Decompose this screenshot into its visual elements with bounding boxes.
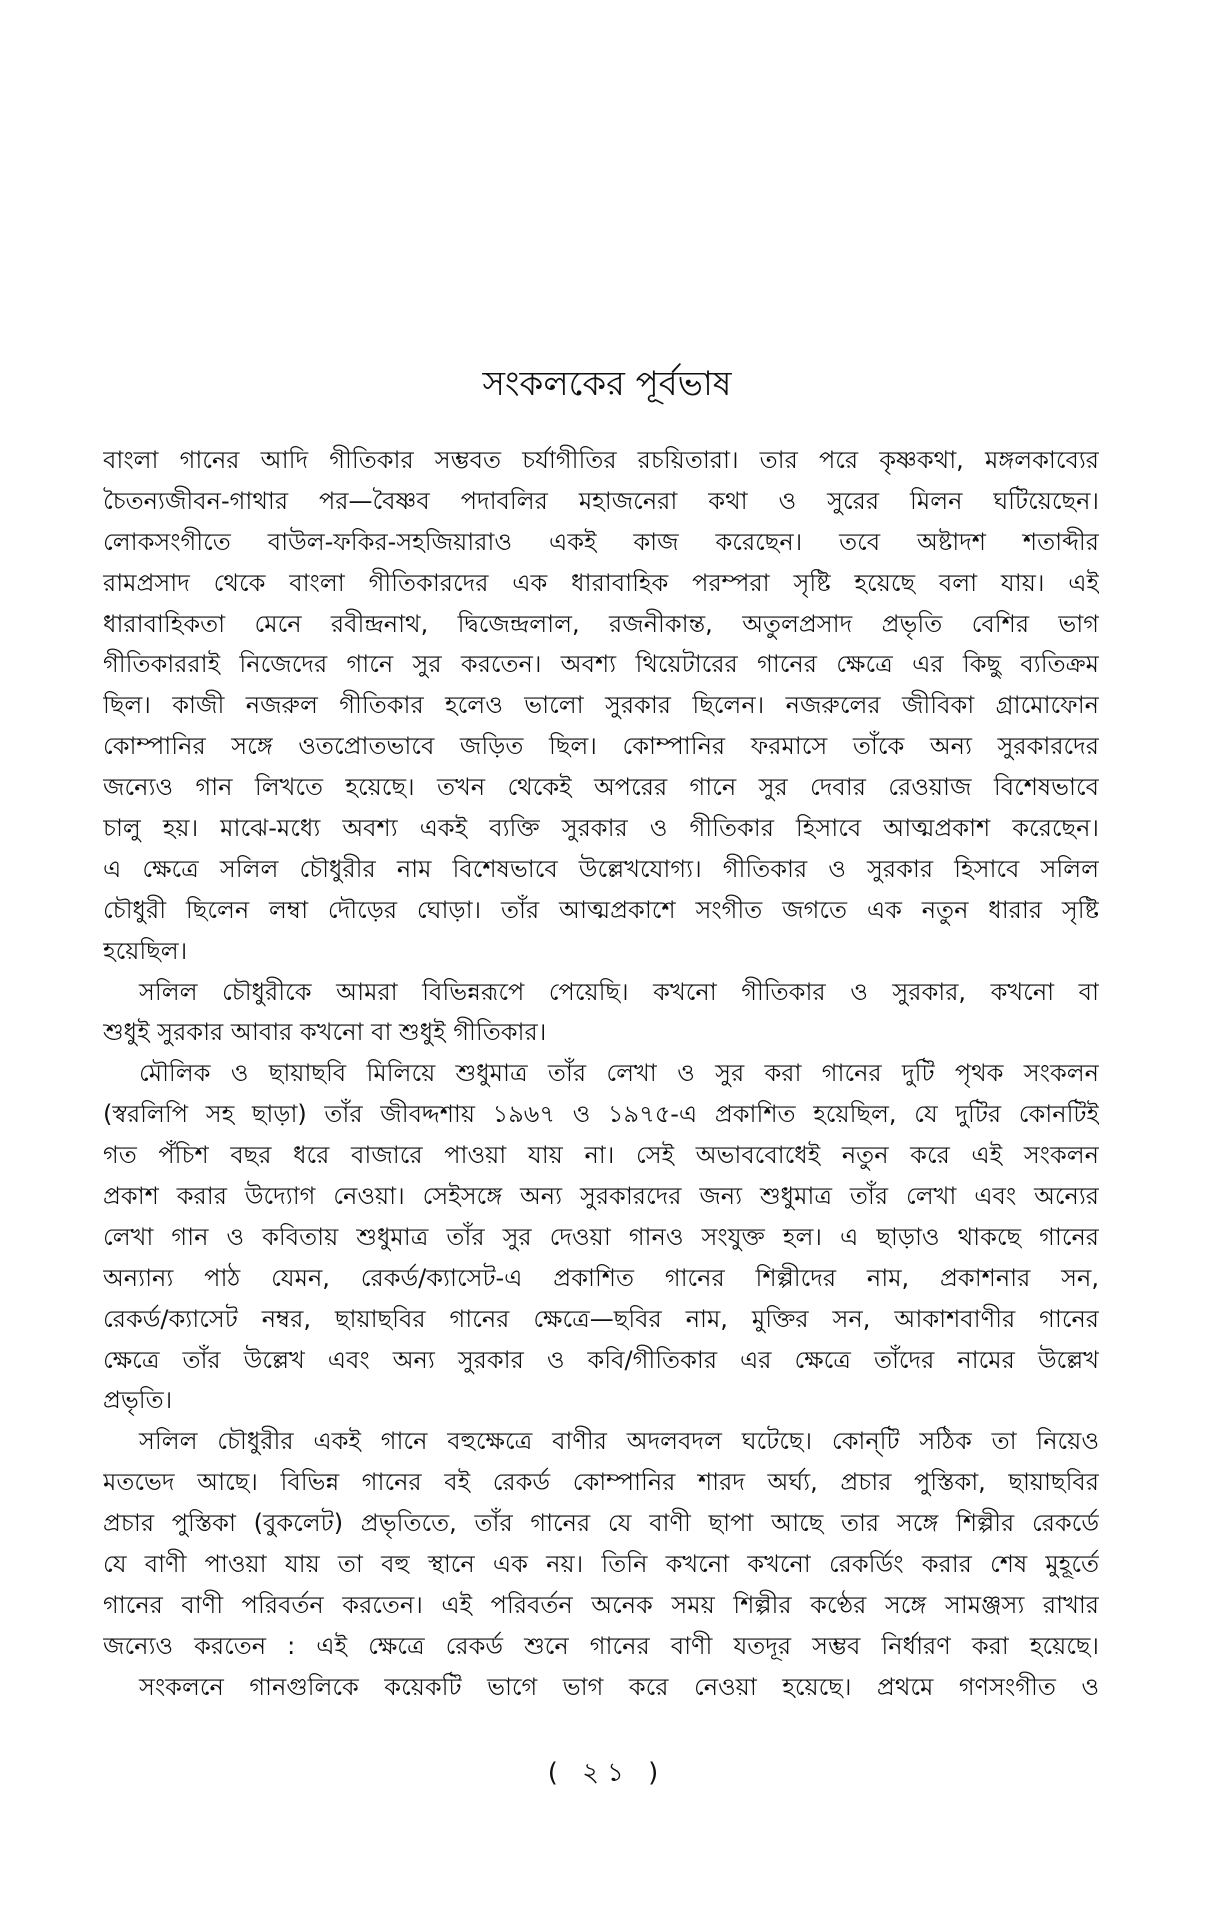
text-line: জন্যেও করতেন : এই ক্ষেত্রে রেকর্ড শুনে গানের বাণী যতদূর সম্ভব নির্ধারণ করা হয়েছে।	[103, 1631, 1099, 1660]
page-title: সংকলকের পূর্বভাষ	[482, 364, 732, 404]
text-line: ধারাবাহিকতা মেনে রবীন্দ্রনাথ, দ্বিজেন্দ্রলাল, রজনীকান্ত, অতুলপ্রসাদ প্রভৃতি বেশির ভাগ	[103, 609, 1099, 638]
text-line: বাংলা গানের আদি গীতিকার সম্ভবত চর্যাগীতির রচয়িতারা। তার পরে কৃষ্ণকথা, মঙ্গলকাব্যের	[103, 446, 1099, 474]
text-line: প্রভৃতি।	[103, 1386, 173, 1415]
text-line: সলিল চৌধুরীর একই গানে বহুক্ষেত্রে বাণীর অদলবদল ঘটেছে। কোন্‌টি সঠিক তা নিয়েও	[139, 1427, 1099, 1456]
text-line: চৌধুরী ছিলেন লম্বা দৌড়ের ঘোড়া। তাঁর আত্মপ্রকাশে সংগীত জগতে এক নতুন ধারার সৃষ্টি	[103, 895, 1099, 924]
text-line: শুধুই সুরকার আবার কখনো বা শুধুই গীতিকার।	[103, 1018, 547, 1047]
text-line: সংকলনে গানগুলিকে কয়েকটি ভাগে ভাগ করে নেওয়া হয়েছে। প্রথমে গণসংগীত ও	[139, 1672, 1099, 1701]
text-line: এ ক্ষেত্রে সলিল চৌধুরীর নাম বিশেষভাবে উল্লেখযোগ্য। গীতিকার ও সুরকার হিসাবে সলিল	[103, 854, 1099, 883]
page-number: ( ২১ )	[547, 1758, 667, 1788]
body-text	[103, 440, 1099, 1708]
text-line: রেকর্ড/ক্যাসেট নম্বর, ছায়াছবির গানের ক্ষেত্রে—ছবির নাম, মুক্তির সন, আকাশবাণীর গানের	[103, 1304, 1099, 1333]
text-line: প্রকাশ করার উদ্যোগ নেওয়া। সেইসঙ্গে অন্য সুরকারদের জন্য শুধুমাত্র তাঁর লেখা এবং অন্যের	[103, 1182, 1099, 1211]
text-line: কোম্পানির সঙ্গে ওতপ্রোতভাবে জড়িত ছিল। কোম্পানির ফরমাসে তাঁকে অন্য সুরকারদের	[103, 732, 1099, 761]
text-line: ক্ষেত্রে তাঁর উল্লেখ এবং অন্য সুরকার ও কবি/গীতিকার এর ক্ষেত্রে তাঁদের নামের উল্লেখ	[103, 1345, 1099, 1374]
text-line: লোকসংগীতে বাউল-ফকির-সহজিয়ারাও একই কাজ করেছেন। তবে অষ্টাদশ শতাব্দীর	[103, 527, 1099, 556]
text-line: সলিল চৌধুরীকে আমরা বিভিন্নরূপে পেয়েছি। কখনো গীতিকার ও সুরকার, কখনো বা	[139, 977, 1099, 1006]
text-line: মৌলিক ও ছায়াছবি মিলিয়ে শুধুমাত্র তাঁর লেখা ও সুর করা গানের দুটি পৃথক সংকলন	[139, 1059, 1099, 1088]
text-line: হয়েছিল।	[103, 936, 188, 965]
text-line: চৈতন্যজীবন-গাথার পর—বৈষ্ণব পদাবলির মহাজনেরা কথা ও সুরের মিলন ঘটিয়েছেন।	[103, 486, 1099, 515]
text-line: গীতিকাররাই নিজেদের গানে সুর করতেন। অবশ্য থিয়েটারের গানের ক্ষেত্রে এর কিছু ব্যতিক্রম	[103, 650, 1099, 679]
text-line: যে বাণী পাওয়া যায় তা বহু স্থানে এক নয়। তিনি কখনো কখনো রেকর্ডিং করার শেষ মুহূর্তে	[103, 1550, 1099, 1579]
text-line: চালু হয়। মাঝে-মধ্যে অবশ্য একই ব্যক্তি সুরকার ও গীতিকার হিসাবে আত্মপ্রকাশ করেছেন।	[103, 814, 1099, 843]
text-line: অন্যান্য পাঠ যেমন, রেকর্ড/ক্যাসেট-এ প্রকাশিত গানের শিল্পীদের নাম, প্রকাশনার সন,	[103, 1263, 1099, 1292]
text-line: (স্বরলিপি সহ ছাড়া) তাঁর জীবদ্দশায় ১৯৬৭ ও ১৯৭৫-এ প্রকাশিত হয়েছিল, যে দুটির কোনটিই	[103, 1100, 1099, 1129]
text-line: রামপ্রসাদ থেকে বাংলা গীতিকারদের এক ধারাবাহিক পরম্পরা সৃষ্টি হয়েছে বলা যায়। এই	[103, 568, 1099, 597]
text-line: প্রচার পুস্তিকা (বুকলেট) প্রভৃতিতে, তাঁর গানের যে বাণী ছাপা আছে তার সঙ্গে শিল্পীর রেকর্ডে	[103, 1509, 1099, 1538]
text-line: লেখা গান ও কবিতায় শুধুমাত্র তাঁর সুর দেওয়া গানও সংযুক্ত হল। এ ছাড়াও থাকছে গানের	[103, 1222, 1099, 1251]
text-line: ছিল। কাজী নজরুল গীতিকার হলেও ভালো সুরকার ছিলেন। নজরুলের জীবিকা গ্রামোফোন	[103, 691, 1099, 720]
text-line: গানের বাণী পরিবর্তন করতেন। এই পরিবর্তন অনেক সময় শিল্পীর কণ্ঠের সঙ্গে সামঞ্জস্য রাখার	[103, 1590, 1099, 1619]
text-line: গত পঁচিশ বছর ধরে বাজারে পাওয়া যায় না। সেই অভাববোধেই নতুন করে এই সংকলন	[103, 1141, 1099, 1170]
text-line: জন্যেও গান লিখতে হয়েছে। তখন থেকেই অপরের গানে সুর দেবার রেওয়াজ বিশেষভাবে	[103, 773, 1099, 802]
text-line: মতভেদ আছে। বিভিন্ন গানের বই রেকর্ড কোম্পানির শারদ অর্ঘ্য, প্রচার পুস্তিকা, ছায়াছবির	[103, 1468, 1099, 1497]
